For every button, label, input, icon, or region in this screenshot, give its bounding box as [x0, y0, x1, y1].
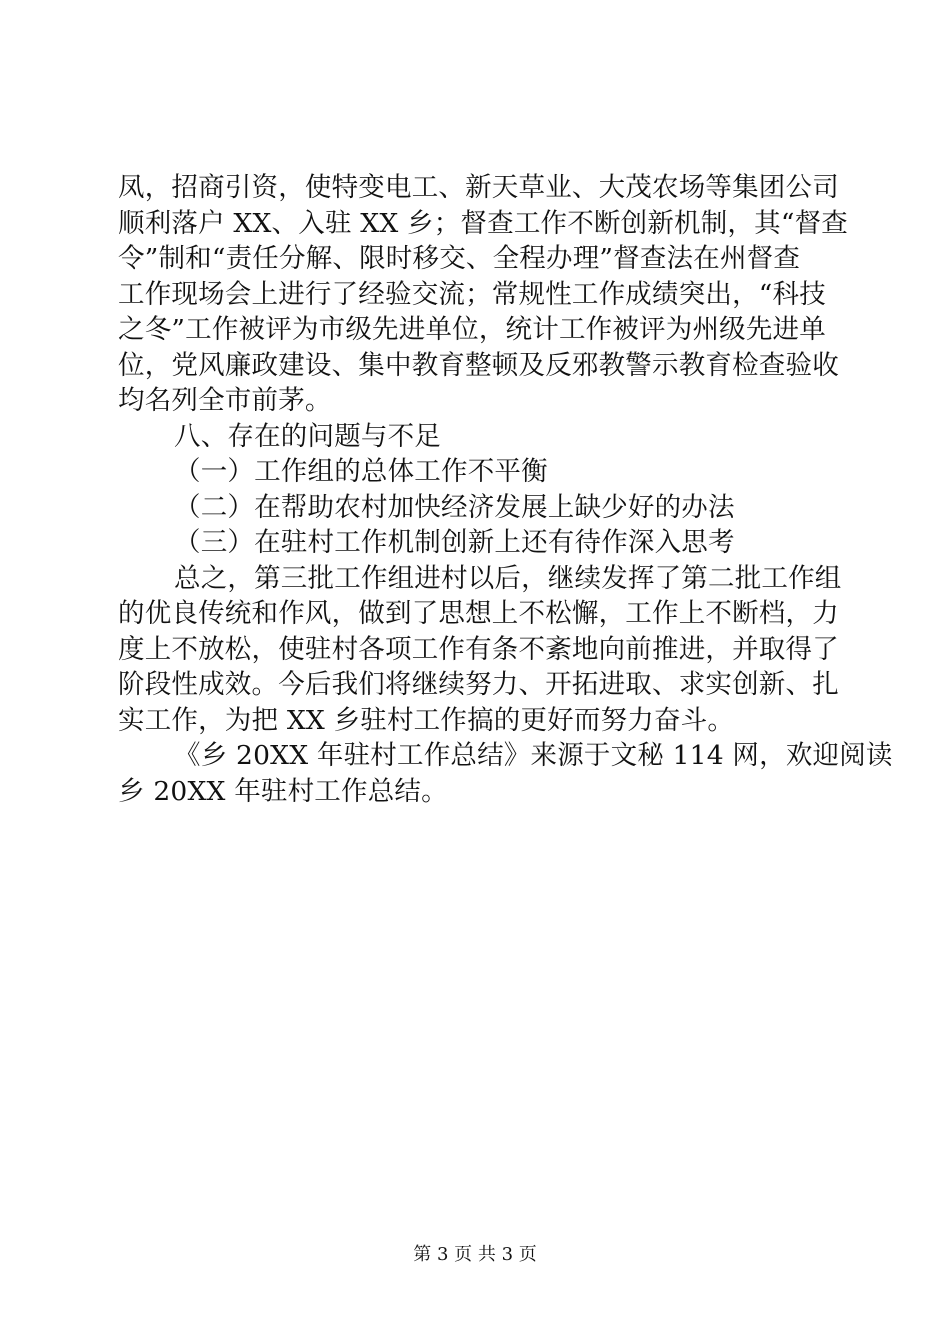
text-line: 令”制和“责任分解、限时移交、全程办理”督查法在州督查 — [118, 243, 801, 274]
text-line: 之冬”工作被评为市级先进单位，统计工作被评为州级先进单 — [118, 314, 826, 345]
document-body — [118, 170, 893, 809]
page-footer: 第 3 页 共 3 页 — [413, 1244, 537, 1265]
text-line: 凤，招商引资，使特变电工、新天草业、大茂农场等集团公司 — [118, 172, 839, 203]
text-line: 乡 20XX 年驻村工作总结。 — [118, 775, 448, 807]
list-item: （三）在驻村工作机制创新上还有待作深入思考 — [174, 527, 735, 558]
text-line: 阶段性成效。今后我们将继续努力、开拓进取、求实创新、扎 — [118, 669, 839, 700]
text-line: 总之，第三批工作组进村以后，继续发挥了第二批工作组 — [174, 562, 842, 594]
text-line: 均名列全市前茅。 — [118, 385, 332, 416]
text-line: 的优良传统和作风，做到了思想上不松懈，工作上不断档，力 — [118, 598, 839, 629]
text-line: 工作现场会上进行了经验交流；常规性工作成绩突出，“科技 — [118, 278, 826, 310]
list-item: （一）工作组的总体工作不平衡 — [174, 456, 548, 487]
text-line: 实工作，为把 XX 乡驻村工作搞的更好而努力奋斗。 — [118, 704, 735, 736]
text-line: 度上不放松，使驻村各项工作有条不紊地向前推进，并取得了 — [118, 633, 839, 665]
text-line: 《乡 20XX 年驻村工作总结》来源于文秘 114 网，欢迎阅读 — [174, 740, 893, 771]
section-heading: 八、存在的问题与不足 — [174, 420, 441, 452]
text-line: 顺利落户 XX、入驻 XX 乡；督查工作不断创新机制，其“督查 — [118, 207, 848, 239]
list-item: （二）在帮助农村加快经济发展上缺少好的办法 — [174, 491, 735, 523]
text-line: 位，党风廉政建设、集中教育整顿及反邪教警示教育检查验收 — [118, 349, 839, 381]
